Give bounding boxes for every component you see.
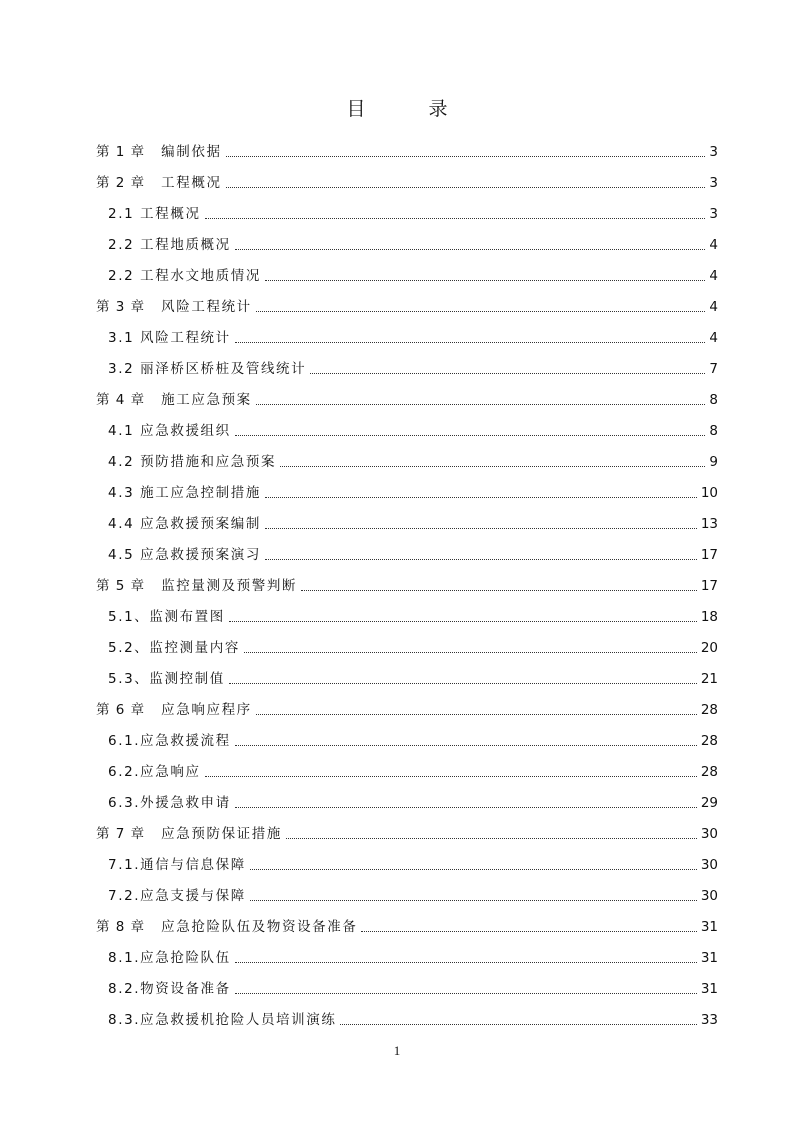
toc-entry-label: 5.2、监控测量内容 [108,640,240,656]
table-of-contents [96,130,718,1029]
toc-chapter-number: 第 2 章 [96,175,146,191]
toc-entry-label: 4.1 应急救援组织 [108,423,231,439]
toc-page-number: 29 [700,795,718,811]
toc-dot-leader [265,497,697,498]
toc-dot-leader [265,280,705,281]
toc-section-entry[interactable] [96,192,718,223]
toc-dot-leader [205,776,697,777]
toc-chapter-entry[interactable] [96,285,718,316]
toc-dot-leader [265,528,697,529]
toc-dot-leader [235,745,697,746]
toc-section-entry[interactable] [96,223,718,254]
toc-chapter-number: 第 4 章 [96,392,146,408]
toc-page-number: 30 [700,888,718,904]
toc-page-number: 30 [700,857,718,873]
toc-page-number: 20 [700,640,718,656]
toc-dot-leader [256,714,697,715]
toc-entry-label: 7.2.应急支援与保障 [108,888,246,904]
toc-entry-label: 2.1 工程概况 [108,206,201,222]
toc-entry-label: 风险工程统计 [161,299,252,315]
toc-section-entry[interactable] [96,502,718,533]
toc-entry-label: 3.2 丽泽桥区桥桩及管线统计 [108,361,307,377]
toc-section-entry[interactable] [96,657,718,688]
toc-entry-label: 6.2.应急响应 [108,764,201,780]
toc-dot-leader [229,621,697,622]
toc-page-number: 9 [709,454,718,470]
toc-section-entry[interactable] [96,719,718,750]
toc-page-number: 4 [709,268,718,284]
toc-dot-leader [286,838,697,839]
toc-entry-label: 4.2 预防措施和应急预案 [108,454,277,470]
toc-section-entry[interactable] [96,440,718,471]
toc-entry-label: 监控量测及预警判断 [161,578,298,594]
toc-section-entry[interactable] [96,316,718,347]
toc-dot-leader [205,218,706,219]
toc-page-number: 8 [709,392,718,408]
toc-entry-label: 8.3.应急救援机抢险人员培训演练 [108,1012,337,1028]
toc-page-number: 33 [700,1012,718,1028]
toc-dot-leader [250,869,697,870]
toc-section-entry[interactable] [96,471,718,502]
toc-chapter-entry[interactable] [96,378,718,409]
toc-section-entry[interactable] [96,626,718,657]
toc-chapter-number: 第 5 章 [96,578,146,594]
toc-dot-leader [250,900,697,901]
toc-dot-leader [235,435,706,436]
toc-entry-label: 6.3.外援急救申请 [108,795,231,811]
toc-dot-leader [310,373,705,374]
toc-chapter-number: 第 8 章 [96,919,146,935]
toc-entry-label: 4.5 应急救援预案演习 [108,547,261,563]
toc-entry-label: 8.2.物资设备准备 [108,981,231,997]
toc-dot-leader [256,404,706,405]
toc-page-number: 3 [709,144,718,160]
toc-dot-leader [235,342,706,343]
toc-chapter-number: 第 1 章 [96,144,146,160]
toc-section-entry[interactable] [96,595,718,626]
toc-page-number: 28 [700,764,718,780]
toc-dot-leader [301,590,697,591]
toc-chapter-entry[interactable] [96,688,718,719]
toc-entry-label: 应急抢险队伍及物资设备准备 [161,919,358,935]
toc-dot-leader [235,962,697,963]
toc-section-entry[interactable] [96,781,718,812]
toc-entry-label: 应急响应程序 [161,702,252,718]
toc-page-number: 4 [709,237,718,253]
toc-page-number: 31 [700,981,718,997]
toc-section-entry[interactable] [96,254,718,285]
toc-chapter-entry[interactable] [96,161,718,192]
toc-entry-label: 工程概况 [161,175,222,191]
toc-chapter-number: 第 3 章 [96,299,146,315]
toc-dot-leader [226,187,706,188]
toc-page-number: 28 [700,702,718,718]
toc-dot-leader [235,249,706,250]
toc-entry-label: 5.3、监测控制值 [108,671,225,687]
toc-section-entry[interactable] [96,967,718,998]
toc-page-number: 3 [709,206,718,222]
toc-page-number: 10 [700,485,718,501]
page-number: 1 [393,1043,401,1058]
toc-entry-label: 7.1.通信与信息保障 [108,857,246,873]
toc-page-number: 8 [709,423,718,439]
toc-page-number: 4 [709,330,718,346]
toc-entry-label: 3.1 风险工程统计 [108,330,231,346]
toc-chapter-entry[interactable] [96,812,718,843]
toc-page-number: 4 [709,299,718,315]
toc-section-entry[interactable] [96,998,718,1029]
toc-dot-leader [256,311,706,312]
toc-entry-label: 4.3 施工应急控制措施 [108,485,261,501]
toc-page-number: 3 [709,175,718,191]
toc-page-number: 17 [700,578,718,594]
toc-entry-label: 4.4 应急救援预案编制 [108,516,261,532]
toc-page-number: 13 [700,516,718,532]
toc-dot-leader [265,559,697,560]
toc-dot-leader [244,652,697,653]
toc-entry-label: 5.1、监测布置图 [108,609,225,625]
toc-section-entry[interactable] [96,843,718,874]
toc-section-entry[interactable] [96,936,718,967]
toc-section-entry[interactable] [96,874,718,905]
toc-dot-leader [235,807,697,808]
toc-page-number: 28 [700,733,718,749]
toc-title: 目 录 [346,98,470,120]
toc-page-number: 31 [700,950,718,966]
toc-dot-leader [235,993,697,994]
toc-page-number: 18 [700,609,718,625]
toc-dot-leader [361,931,696,932]
toc-section-entry[interactable] [96,750,718,781]
toc-dot-leader [226,156,706,157]
toc-entry-label: 应急预防保证措施 [161,826,282,842]
toc-section-entry[interactable] [96,533,718,564]
toc-entry-label: 8.1.应急抢险队伍 [108,950,231,966]
toc-section-entry[interactable] [96,347,718,378]
toc-page-number: 21 [700,671,718,687]
toc-page-number: 30 [700,826,718,842]
toc-chapter-entry[interactable] [96,130,718,161]
toc-section-entry[interactable] [96,409,718,440]
toc-chapter-number: 第 7 章 [96,826,146,842]
toc-entry-label: 6.1.应急救援流程 [108,733,231,749]
toc-page-number: 17 [700,547,718,563]
toc-chapter-entry[interactable] [96,564,718,595]
toc-dot-leader [340,1024,696,1025]
toc-entry-label: 编制依据 [161,144,222,160]
toc-page-number: 31 [700,919,718,935]
toc-chapter-number: 第 6 章 [96,702,146,718]
toc-entry-label: 施工应急预案 [161,392,252,408]
toc-chapter-entry[interactable] [96,905,718,936]
toc-dot-leader [229,683,697,684]
toc-entry-label: 2.2 工程地质概况 [108,237,231,253]
toc-dot-leader [280,466,705,467]
toc-page-number: 7 [709,361,718,377]
toc-entry-label: 2.2 工程水文地质情况 [108,268,261,284]
